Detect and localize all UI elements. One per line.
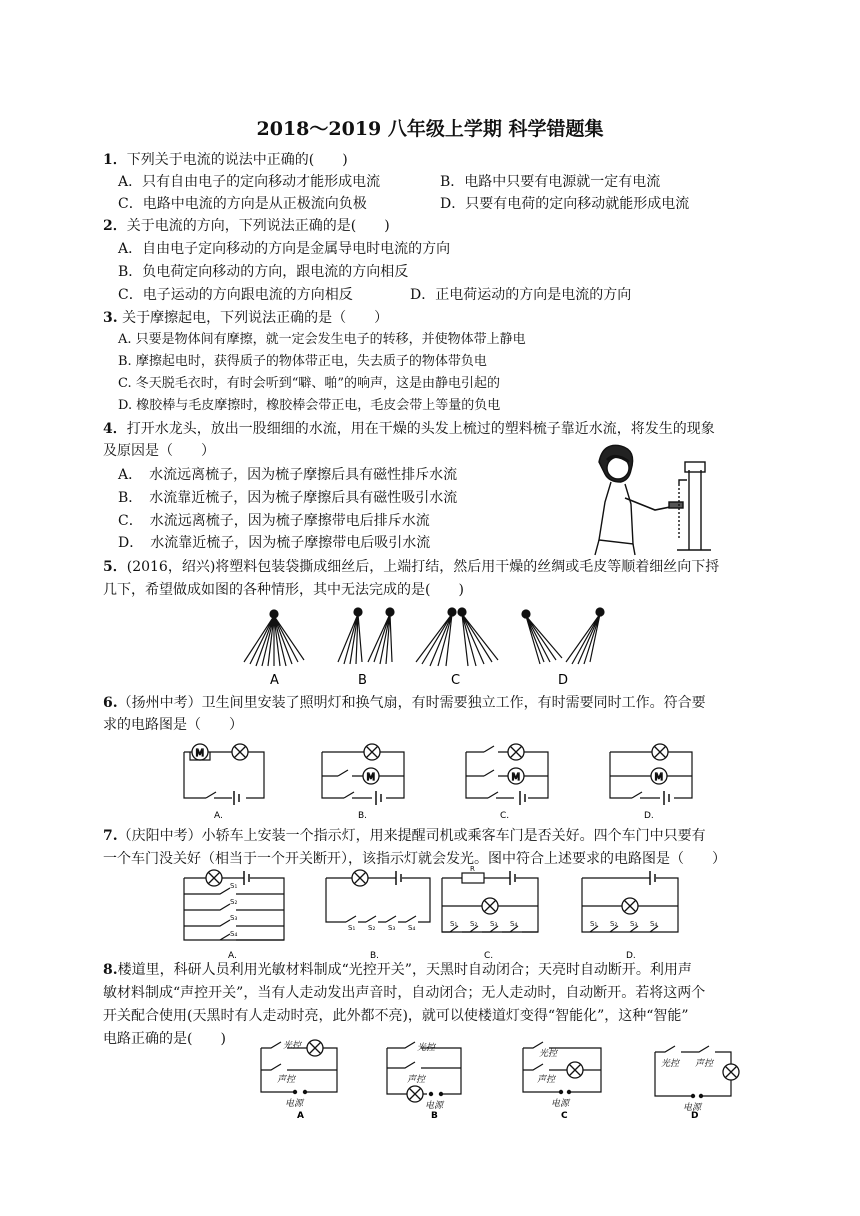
question-1 [103,150,348,170]
question-stem: 下列关于电流的说法中正确的( ) [126,152,348,168]
plastic-strands-figure [240,606,620,688]
switch-label: S₂ [610,920,618,928]
question-stem: 关于摩擦起电，下列说法正确的是（ ） [117,310,389,326]
figure-label-c: C [451,673,461,688]
question-7 [103,826,706,846]
circuit-6c [466,744,548,805]
power-label: 电源 [551,1099,570,1109]
option-c: C．电路中电流的方向是从正极流向负极 [118,196,367,212]
question-stem-cont: 电路正确的是( ) [103,1031,226,1047]
option-a: A. 只要是物体间有摩擦，就一定会发生电子的转移，并使物体带上静电 [118,332,526,347]
option-a: A．只有自由电子的定向移动才能形成电流 [118,174,381,190]
question-stem-cont: 及原因是（ ） [103,443,215,459]
option-a: A．自由电子定向移动的方向是金属导电时电流的方向 [118,241,451,257]
strands-a [244,610,304,666]
question-stem: 打开水龙头，放出一股细细的水流，用在干燥的头发上梳过的塑料梳子靠近水流，将发生的现象 [126,421,715,437]
question-2 [103,216,390,236]
figure-label-d: D. [644,811,654,821]
question-3 [103,308,388,328]
question-number: 5． [103,559,127,575]
option-d: D．只要有电荷的定向移动就能形成电流 [440,196,690,212]
switch-label: S₄ [230,930,238,938]
q8-circuit-figures [255,1038,745,1120]
girl-faucet-figure [585,440,715,555]
option-d: D． 水流靠近梳子，因为梳子摩擦带电后吸引水流 [118,535,431,551]
page-title: 2018～2019 八年级上学期 科学错题集 [256,118,604,140]
switch-label: S₃ [388,924,396,932]
question-number: 8. [103,962,118,978]
switch-label: S₄ [510,920,518,928]
figure-label-c: C [561,1111,568,1121]
option-d: D. 橡胶棒与毛皮摩擦时，橡胶棒会带正电，毛皮会带上等量的负电 [118,398,501,413]
option-c: C. 冬天脱毛衣时，有时会听到“噼、啪”的响声，这是由静电引起的 [118,376,501,391]
question-5 [103,557,719,577]
option-a: A． 水流远离梳子，因为梳子摩擦后具有磁性排斥水流 [118,467,458,483]
q7-circuit-figures [180,866,680,962]
question-stem: （扬州中考）卫生间里安装了照明灯和换气扇，有时需要独立工作，有时需要同时工作。符合要 [117,695,706,711]
strands-d [522,608,604,664]
question-number: 4． [103,421,127,437]
question-6 [103,693,706,713]
question-stem: 楼道里，科研人员利用光敏材料制成“光控开关”，天黑时自动闭合；天亮时自动断开。利用声 [117,962,692,978]
switch-label: S₃ [490,920,498,928]
figure-label-a: A [297,1111,304,1121]
question-stem-cont: 敏材料制成“声控开关”，当有人走动发出声音时，自动闭合；无人走动时，自动断开。若将这两个 [103,985,706,1001]
power-label: 电源 [285,1099,304,1109]
circuit-6a [184,744,264,805]
option-b: B. 摩擦起电时，获得质子的物体带正电，失去质子的物体带负电 [118,354,487,369]
sound-switch-label: 声控 [407,1075,426,1085]
question-stem-cont: 求的电路图是（ ） [103,717,243,733]
switch-label: S₃ [630,920,638,928]
power-label: 电源 [425,1101,444,1111]
figure-label-a: A. [214,811,223,821]
switch-label: S₁ [450,920,458,928]
switch-label: S₄ [650,920,658,928]
figure-label-b: B [431,1111,438,1121]
figure-label-b: B. [370,951,380,961]
option-b: B．负电荷定向移动的方向，跟电流的方向相反 [118,264,409,280]
light-switch-label: 光控 [417,1043,436,1053]
question-number: 2． [103,218,127,234]
circuit-8c [523,1042,601,1094]
strands-b [338,608,394,664]
figure-label-b: B [358,673,367,688]
switch-label: S₂ [470,920,478,928]
option-d: D．正电荷运动的方向是电流的方向 [410,287,632,303]
q6-circuit-figures: M A. B. C. D. [176,738,696,820]
switch-label: S₁ [348,924,356,932]
sound-switch-label: 声控 [277,1075,296,1085]
question-number: 6. [103,695,118,711]
sound-switch-label: 声控 [537,1075,556,1085]
question-number: 1． [103,152,127,168]
question-stem: (2016，绍兴)将塑料包装袋撕成细丝后，上端打结，然后用干燥的丝绸或毛皮等顺着细丝向下捋 [126,559,720,575]
light-switch-label: 光控 [661,1059,680,1069]
light-switch-label: 光控 [283,1041,302,1051]
question-number: 3. [103,310,118,326]
question-stem-cont: 开关配合使用(天黑时有人走动时亮，此外都不亮)，就可以使楼道灯变得“智能化”，这种“智能” [103,1008,689,1024]
figure-label-a: A [270,673,279,688]
figure-label-c: C. [484,951,494,961]
figure-label-d: D. [626,951,636,961]
light-switch-label: 光控 [539,1049,558,1059]
switch-label: S₂ [230,898,238,906]
strands-c [416,608,498,666]
switch-label: S₄ [408,924,416,932]
question-8 [103,960,692,980]
resistor-label: R [470,865,475,873]
option-c: C． 水流远离梳子，因为梳子摩擦带电后排斥水流 [118,513,430,529]
figure-label-b: B. [358,811,368,821]
question-stem: 关于电流的方向，下列说法正确的是( ) [126,218,390,234]
switch-label: S₁ [230,882,238,890]
option-b: B． 水流靠近梳子，因为梳子摩擦后具有磁性吸引水流 [118,490,458,506]
switch-label: S₂ [368,924,376,932]
question-number: 7. [103,828,118,844]
question-stem-cont: 几下，希望做成如图的各种情形，其中无法完成的是( ) [103,582,464,598]
figure-label-d: D [691,1111,699,1121]
option-c: C．电子运动的方向跟电流的方向相反 [118,287,353,303]
option-b: B．电路中只要有电源就一定有电流 [440,174,661,190]
power-label: 电源 [683,1103,702,1113]
question-stem-cont: 一个车门没关好（相当于一个开关断开），该指示灯就会发光。图中符合上述要求的电路图是（ ） [103,851,726,867]
circuit-7b [326,870,430,922]
question-4 [103,419,715,439]
circuit-6b [322,744,404,805]
circuit-8d [655,1046,739,1098]
switch-label: S₃ [230,914,238,922]
figure-label-d: D [558,673,569,688]
switch-label: S₁ [590,920,598,928]
sound-switch-label: 声控 [695,1059,714,1069]
figure-label-c: C. [500,811,510,821]
question-stem: （庆阳中考）小轿车上安装一个指示灯，用来提醒司机或乘客车门是否关好。四个车门中只要有 [117,828,706,844]
figure-label-a: A. [228,951,237,961]
circuit-6d [610,744,692,805]
